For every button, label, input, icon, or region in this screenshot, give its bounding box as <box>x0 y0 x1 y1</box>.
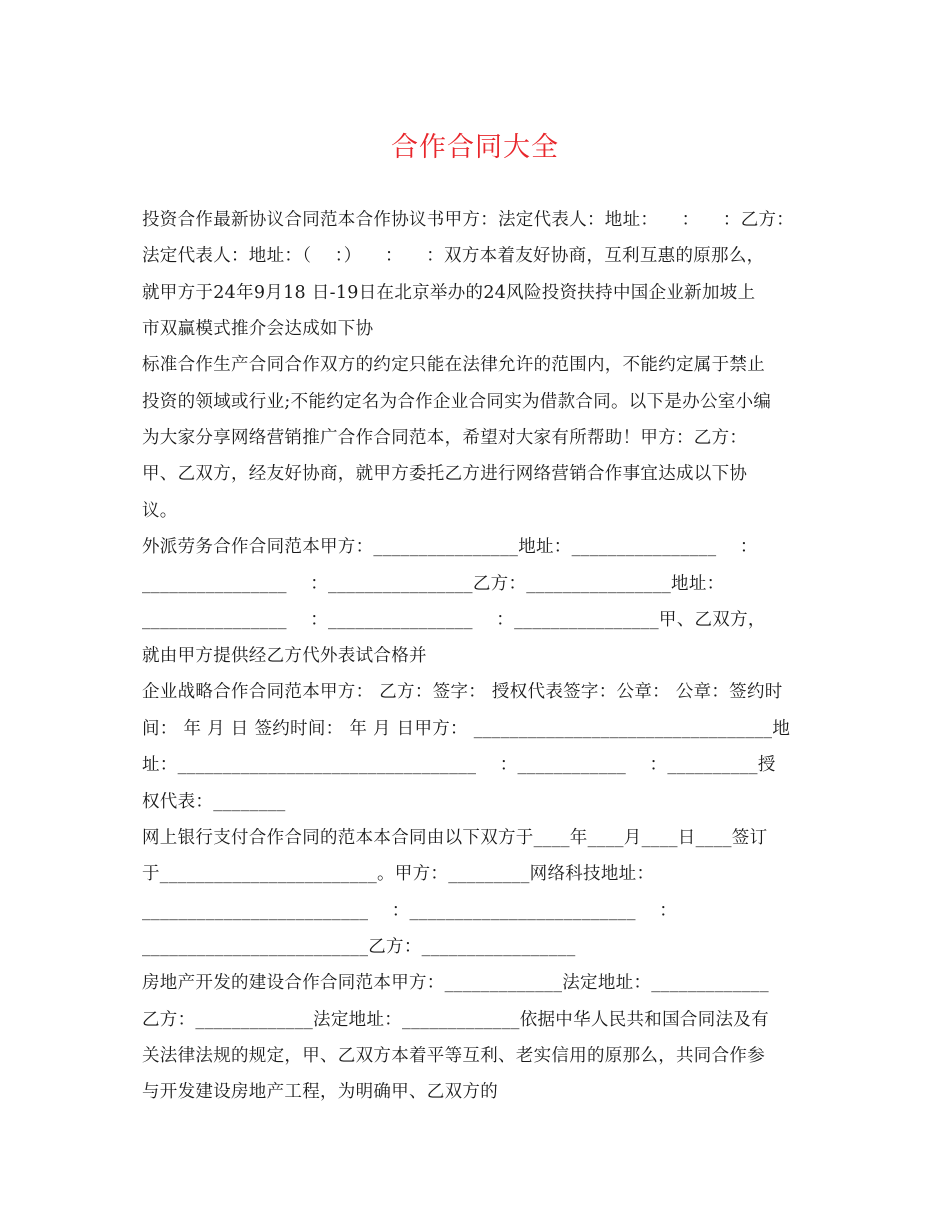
text-line: 标准合作生产合同合作双方的约定只能在法律允许的范围内，不能约定属于禁止 <box>142 355 765 375</box>
text-line: 乙方：_____________法定地址：_____________依据中华人民共和国合同法及有 <box>142 1010 769 1030</box>
text-line: 于________________________。甲方：_________网络科技地址： <box>142 864 655 884</box>
text-line: 企业战略合作合同范本甲方： 乙方：签字： 授权代表签字：公章： 公章：签约时 <box>142 682 783 702</box>
text-line: 外派劳务合作合同范本甲方：________________地址：________________ ： <box>142 537 758 557</box>
text-line: 与开发建设房地产工程，为明确甲、乙双方的 <box>142 1082 498 1102</box>
text-line: _________________________ ：_________________________ ： <box>142 901 678 921</box>
text-line: 投资的领域或行业;不能约定名为合作企业合同实为借款合同。以下是办公室小编 <box>142 392 772 412</box>
text-line: 网上银行支付合作合同的范本本合同由以下双方于____年____月____日____签订 <box>142 828 768 848</box>
text-line: 房地产开发的建设合作合同范本甲方：_____________法定地址：_____________ <box>142 973 769 993</box>
text-line: 就由甲方提供经乙方代外表试合格并 <box>142 646 427 666</box>
text-line: ________________ ：________________乙方：________________地址： <box>142 574 725 594</box>
text-line: 就甲方于24年9月18 日-19日在北京举办的24风险投资扶持中国企业新加坡上 <box>142 283 756 303</box>
text-line: ________________ ：________________ ：________________甲、乙双方， <box>142 610 766 630</box>
document-title: 合作合同大全 <box>391 132 559 163</box>
text-line: _________________________乙方：_________________ <box>142 937 576 957</box>
text-line: 投资合作最新协议合同范本合作协议书甲方：法定代表人：地址： ： ：乙方： <box>142 210 795 230</box>
text-line: 议。 <box>142 501 178 521</box>
text-line: 权代表：________ <box>142 792 286 812</box>
text-line: 为大家分享网络营销推广合作合同范本，希望对大家有所帮助！甲方：乙方： <box>142 428 748 448</box>
text-line: 间： 年 月 日 签约时间： 年 月 日甲方： _________________________________地 <box>142 719 791 739</box>
text-line: 法定代表人：地址：（ ：） ： ：双方本着友好协商，互利互惠的原那么， <box>142 246 765 266</box>
text-line: 甲、乙双方，经友好协商，就甲方委托乙方进行网络营销合作事宜达成以下协 <box>142 464 748 484</box>
text-line: 市双赢模式推介会达成如下协 <box>142 319 374 339</box>
text-line: 关法律法规的规定，甲、乙双方本着平等互利、老实信用的原那么，共同合作参 <box>142 1046 765 1066</box>
text-line: 址：_________________________________ ：____________ ：__________授 <box>142 755 776 775</box>
